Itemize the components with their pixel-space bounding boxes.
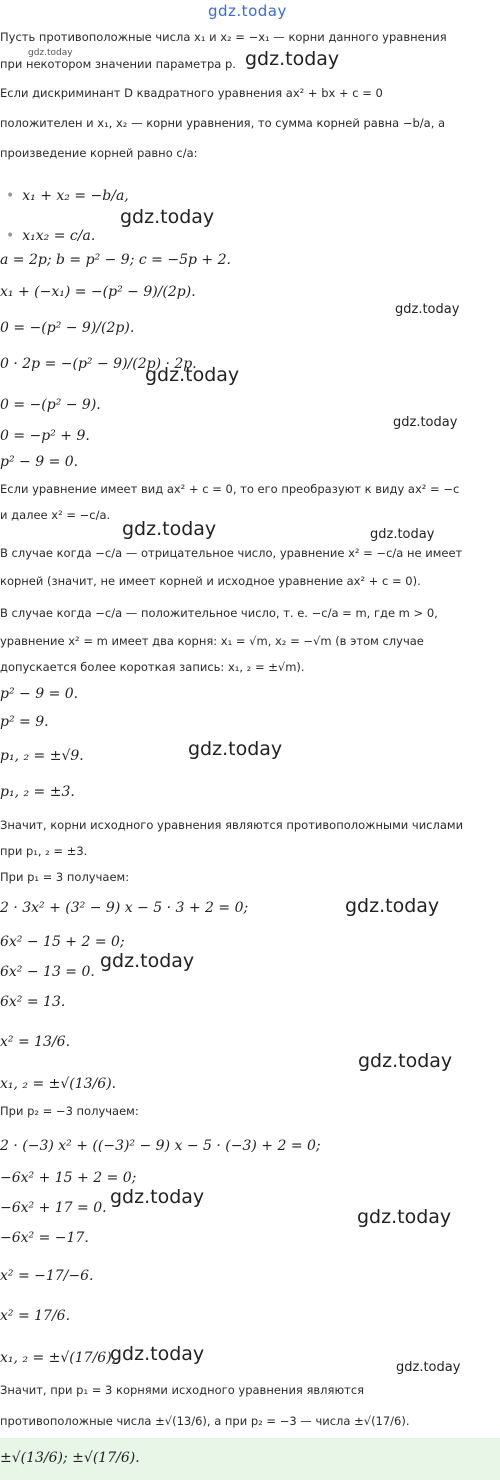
- formula-line: x² = 13/6.: [0, 1034, 71, 1050]
- formula-line: 2 · (−3) x² + ((−3)² − 9) x − 5 · (−3) + 2 = 0;: [0, 1138, 321, 1154]
- formula-line: x₁, ₂ = ±√(13/6).: [0, 1076, 117, 1092]
- watermark: gdz.today: [100, 950, 195, 972]
- formula-line: 6x² − 15 + 2 = 0;: [0, 934, 125, 950]
- watermark: gdz.today: [395, 302, 460, 317]
- bullet-icon: •: [6, 188, 15, 204]
- formula-line: p₁, ₂ = ±3.: [0, 784, 75, 800]
- watermark: gdz.today: [122, 518, 217, 540]
- answer-line: ±√(13/6); ±√(17/6).: [0, 1450, 140, 1466]
- text-line: При p₁ = 3 получаем:: [0, 870, 130, 884]
- text-line: Значит, при p₁ = 3 корнями исходного уравнения являются: [0, 1383, 365, 1397]
- formula-line: −6x² + 15 + 2 = 0;: [0, 1170, 137, 1186]
- watermark: gdz.today: [110, 1343, 205, 1365]
- text-line: допускается более короткая запись: x₁, ₂ = ±√m).: [0, 660, 305, 674]
- formula-line: x² = 17/6.: [0, 1308, 71, 1324]
- watermark: gdz.today: [120, 206, 215, 228]
- formula-line: p² − 9 = 0.: [0, 454, 79, 470]
- formula-line: −6x² + 17 = 0.: [0, 1200, 107, 1216]
- text-line: противоположные числа ±√(13/6), а при p₂ = −3 — числа ±√(17/6).: [0, 1414, 410, 1428]
- formula-line: • x₁x₂ = c/a.: [6, 228, 96, 244]
- watermark: gdz.today: [188, 738, 283, 760]
- formula-line: p² = 9.: [0, 714, 49, 730]
- formula-line: x² = −17/−6.: [0, 1268, 94, 1284]
- formula-line: p₁, ₂ = ±√9.: [0, 748, 84, 764]
- watermark: gdz.today: [28, 48, 73, 58]
- watermark: gdz.today: [245, 48, 340, 70]
- watermark: gdz.today: [357, 1206, 452, 1228]
- text-line: положителен и x₁, x₂ — корни уравнения, то сумма корней равна −b/a, а: [0, 116, 446, 130]
- formula-line: 0 = −p² + 9.: [0, 428, 90, 444]
- text-line: произведение корней равно c/a:: [0, 146, 198, 160]
- text-line: при некотором значении параметра p.: [0, 57, 236, 71]
- text-line: Если уравнение имеет вид ax² + c = 0, то его преобразуют к виду ax² = −c: [0, 482, 460, 496]
- watermark: gdz.today: [345, 895, 440, 917]
- bullet-icon: •: [6, 228, 15, 244]
- text-line: уравнение x² = m имеет два корня: x₁ = √m, x₂ = −√m (в этом случае: [0, 634, 424, 648]
- text-line: При p₂ = −3 получаем:: [0, 1104, 139, 1118]
- formula-line: 6x² = 13.: [0, 994, 66, 1010]
- watermark: gdz.today: [393, 415, 458, 430]
- formula-line: 2 · 3x² + (3² − 9) x − 5 · 3 + 2 = 0;: [0, 900, 249, 916]
- watermark: gdz.today: [396, 1360, 461, 1375]
- formula-line: 6x² − 13 = 0.: [0, 964, 95, 980]
- text-line: Если дискриминант D квадратного уравнения ax² + bx + c = 0: [0, 86, 383, 100]
- watermark: gdz.today: [370, 527, 435, 542]
- text-line: корней (значит, не имеет корней и исходное уравнение ax² + c = 0).: [0, 574, 421, 588]
- watermark: gdz.today: [358, 1050, 453, 1072]
- text-line: при p₁, ₂ = ±3.: [0, 844, 88, 858]
- formula-line: x₁ + (−x₁) = −(p² − 9)/(2p).: [0, 284, 196, 300]
- text-line: В случае когда −c/a — положительное число, т. е. −c/a = m, где m > 0,: [0, 606, 438, 620]
- header-watermark: gdz.today: [208, 2, 287, 20]
- watermark: gdz.today: [110, 1186, 205, 1208]
- formula-line: • x₁ + x₂ = −b/a,: [6, 188, 129, 204]
- formula-line: 0 = −(p² − 9)/(2p).: [0, 320, 135, 336]
- watermark: gdz.today: [145, 364, 240, 386]
- formula-line: −6x² = −17.: [0, 1230, 89, 1246]
- formula-line: x₁, ₂ = ±√(17/6).: [0, 1350, 117, 1366]
- text-line: Пусть противоположные числа x₁ и x₂ = −x₁ — корни данного уравнения: [0, 30, 447, 44]
- text-line: и далее x² = −c/a.: [0, 508, 111, 522]
- formula-line: 0 = −(p² − 9).: [0, 397, 101, 413]
- text-line: Значит, корни исходного уравнения являются противоположными числами: [0, 818, 464, 832]
- formula-line: 0 · 2p = −(p² − 9)/(2p) · 2p.: [0, 356, 197, 372]
- formula-line: p² − 9 = 0.: [0, 686, 79, 702]
- text-line: В случае когда −c/a — отрицательное число, уравнение x² = −c/a не имеет: [0, 546, 463, 560]
- formula-line: a = 2p; b = p² − 9; c = −5p + 2.: [0, 252, 231, 268]
